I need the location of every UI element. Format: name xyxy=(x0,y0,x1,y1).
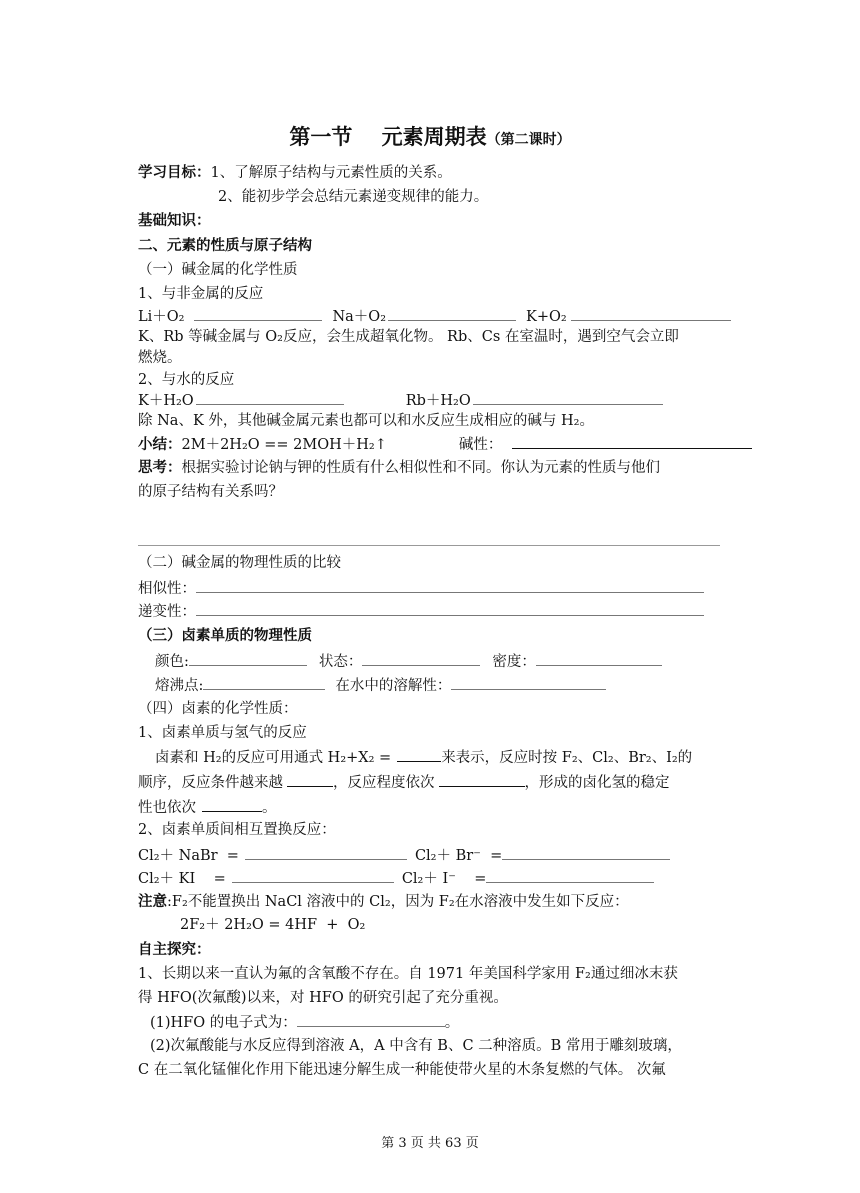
s3-heading: （三）卤素单质的物理性质 xyxy=(138,627,312,644)
note-label: 注意 xyxy=(138,893,167,910)
explore-q2b: C 在二氧化锰催化作用下能迅速分解生成一种能使带火星的木条复燃的气体。 次氟 xyxy=(138,1062,666,1078)
gradient-label: 递变性： xyxy=(138,604,196,620)
blank-general-formula[interactable] xyxy=(397,747,441,762)
s1-note2: 除 Na、K 外，其他碱金属元素也都可以和水反应生成相应的碱与 H₂。 xyxy=(138,413,594,429)
blank-color[interactable] xyxy=(189,651,307,666)
blank-melting[interactable] xyxy=(203,675,325,690)
reaction-line-o2 xyxy=(138,306,731,327)
goal-line-1 xyxy=(138,163,452,183)
blank-cl2-ki[interactable] xyxy=(232,868,394,883)
basics-label: 基础知识： xyxy=(138,212,211,229)
blank-condition[interactable] xyxy=(287,772,333,787)
blank-gradient[interactable] xyxy=(196,601,704,616)
s1-note1b: 燃烧。 xyxy=(138,350,182,366)
s1-note1a: K、Rb 等碱金属与 O₂反应，会生成超氧化物。 Rb、Cs 在室温时，遇到空气会立即 xyxy=(138,329,679,345)
blank-state[interactable] xyxy=(362,651,480,666)
s1-h1: 1、与非金属的反应 xyxy=(138,286,264,302)
color-label: 颜色: xyxy=(155,654,189,670)
eq-cl2-i: Cl₂＋ I⁻ = xyxy=(401,871,487,887)
eq-cl2-nabr: Cl₂＋ NaBr = xyxy=(138,848,239,864)
think-text-2: 的原子结构有关系吗？ xyxy=(138,484,283,500)
goal-line-2 xyxy=(218,187,488,207)
page-title xyxy=(0,121,860,151)
blank-li-o2[interactable] xyxy=(194,306,322,321)
eq-rb-water: Rb＋H₂O xyxy=(405,393,471,409)
think-label: 思考： xyxy=(138,459,182,476)
displacement-line-1 xyxy=(138,845,670,866)
eq-li-o2: Li＋O₂ xyxy=(138,309,185,325)
eq-k-water: K＋H₂O xyxy=(138,393,194,409)
goals-label: 学习目标： xyxy=(138,164,211,181)
blank-degree[interactable] xyxy=(439,772,525,787)
reaction-line-water xyxy=(138,390,663,411)
section-2-heading: 二、元素的性质与原子结构 xyxy=(138,237,312,254)
think-text-1: 根据实验讨论钠与钾的性质有什么相似性和不同。你认为元素的性质与他们 xyxy=(181,460,660,476)
f2-water-equation: 2F₂＋ 2H₂O = 4HF + O₂ xyxy=(180,917,366,933)
title-main: 第一节 元素周期表 xyxy=(289,124,487,149)
s1-heading: （一）碱金属的化学性质 xyxy=(138,262,298,278)
title-sub: （第二课时） xyxy=(486,132,571,148)
explore-q1-text: (1)HFO 的电子式为： xyxy=(150,1015,297,1031)
gradient-line xyxy=(138,601,704,622)
summary-label: 小结： xyxy=(138,436,182,453)
s4-h1: 1、卤素单质与氢气的反应 xyxy=(138,725,307,741)
note-text: :F₂不能置换出 NaCl 溶液中的 Cl₂，因为 F₂在水溶液中发生如下反应： xyxy=(167,894,629,910)
goal-2: 2、能初步学会总结元素递变规律的能力。 xyxy=(218,189,489,205)
similarity-label: 相似性： xyxy=(138,581,196,597)
s2-heading: （二）碱金属的物理性质的比较 xyxy=(138,555,341,571)
halogen-text-2a: 顺序，反应条件越来越 xyxy=(138,775,283,791)
blank-stability[interactable] xyxy=(202,797,262,812)
halogen-text-2c: ，形成的卤化氢的稳定 xyxy=(524,775,670,791)
halogen-para-1 xyxy=(155,747,692,768)
s1-h2: 2、与水的反应 xyxy=(138,372,235,388)
halogen-text-1a: 卤素和 H₂的反应可用通式 H₂+X₂ = xyxy=(155,750,392,766)
halogen-text-1b: 来表示，反应时按 F₂、Cl₂、Br₂、I₂的 xyxy=(441,750,693,766)
answer-rule xyxy=(138,545,720,546)
similarity-line xyxy=(138,578,704,599)
explore-p1a: 1、长期以来一直认为氟的含氧酸不存在。自 1971 年美国科学家用 F₂通过细冰末获 xyxy=(138,966,678,982)
page-footer: 第 3 页 共 63 页 xyxy=(381,1136,479,1151)
explore-q1-end: 。 xyxy=(444,1015,460,1031)
halogen-text-2b: ，反应程度依次 xyxy=(333,775,435,791)
physical-props-line-2 xyxy=(155,675,606,696)
eq-na-o2: Na＋O₂ xyxy=(332,309,387,325)
physical-props-line-1 xyxy=(155,651,662,672)
blank-cl2-i[interactable] xyxy=(486,868,654,883)
blank-alkalinity[interactable] xyxy=(512,434,752,449)
melting-label: 熔沸点: xyxy=(155,678,204,694)
blank-density[interactable] xyxy=(536,651,662,666)
solubility-label: 在水中的溶解性： xyxy=(335,678,452,694)
blank-k-water[interactable] xyxy=(196,390,344,405)
s4-heading: （四）卤素的化学性质： xyxy=(138,701,298,717)
explore-q1 xyxy=(150,1012,459,1033)
explore-p1b: 得 HFO(次氟酸)以来，对 HFO 的研究引起了充分重视。 xyxy=(138,990,508,1006)
blank-solubility[interactable] xyxy=(451,675,606,690)
density-label: 密度： xyxy=(492,654,536,670)
blank-cl2-nabr[interactable] xyxy=(245,845,407,860)
blank-hfo-electron[interactable] xyxy=(297,1012,445,1027)
blank-similarity[interactable] xyxy=(196,578,704,593)
eq-k-o2: K+O₂ xyxy=(526,309,567,325)
blank-na-o2[interactable] xyxy=(388,306,516,321)
blank-rb-water[interactable] xyxy=(473,390,663,405)
note-line xyxy=(138,892,629,912)
halogen-text-3b: 。 xyxy=(262,800,277,816)
summary-line xyxy=(138,434,752,455)
blank-k-o2[interactable] xyxy=(571,306,731,321)
eq-cl2-br: Cl₂＋ Br⁻ = xyxy=(414,848,503,864)
displacement-line-2 xyxy=(138,868,654,889)
explore-label: 自主探究： xyxy=(138,941,211,958)
halogen-para-3 xyxy=(138,797,277,818)
s4-h2: 2、卤素单质间相互置换反应： xyxy=(138,822,336,838)
blank-cl2-br[interactable] xyxy=(502,845,670,860)
halogen-text-3a: 性也依次 xyxy=(138,800,196,816)
explore-q2a: (2)次氟酸能与水反应得到溶液 A，A 中含有 B、C 二种溶质。B 常用于雕刻玻璃， xyxy=(150,1038,682,1054)
goal-1: 1、了解原子结构与元素性质的关系。 xyxy=(210,165,452,181)
state-label: 状态： xyxy=(318,654,363,670)
eq-cl2-ki: Cl₂＋ KI = xyxy=(138,871,226,887)
summary-equation: 2M＋2H₂O == 2MOH＋H₂↑ xyxy=(181,437,387,453)
alkalinity-label: 碱性： xyxy=(458,437,503,453)
think-line-1 xyxy=(138,458,660,478)
halogen-para-2 xyxy=(138,772,670,793)
